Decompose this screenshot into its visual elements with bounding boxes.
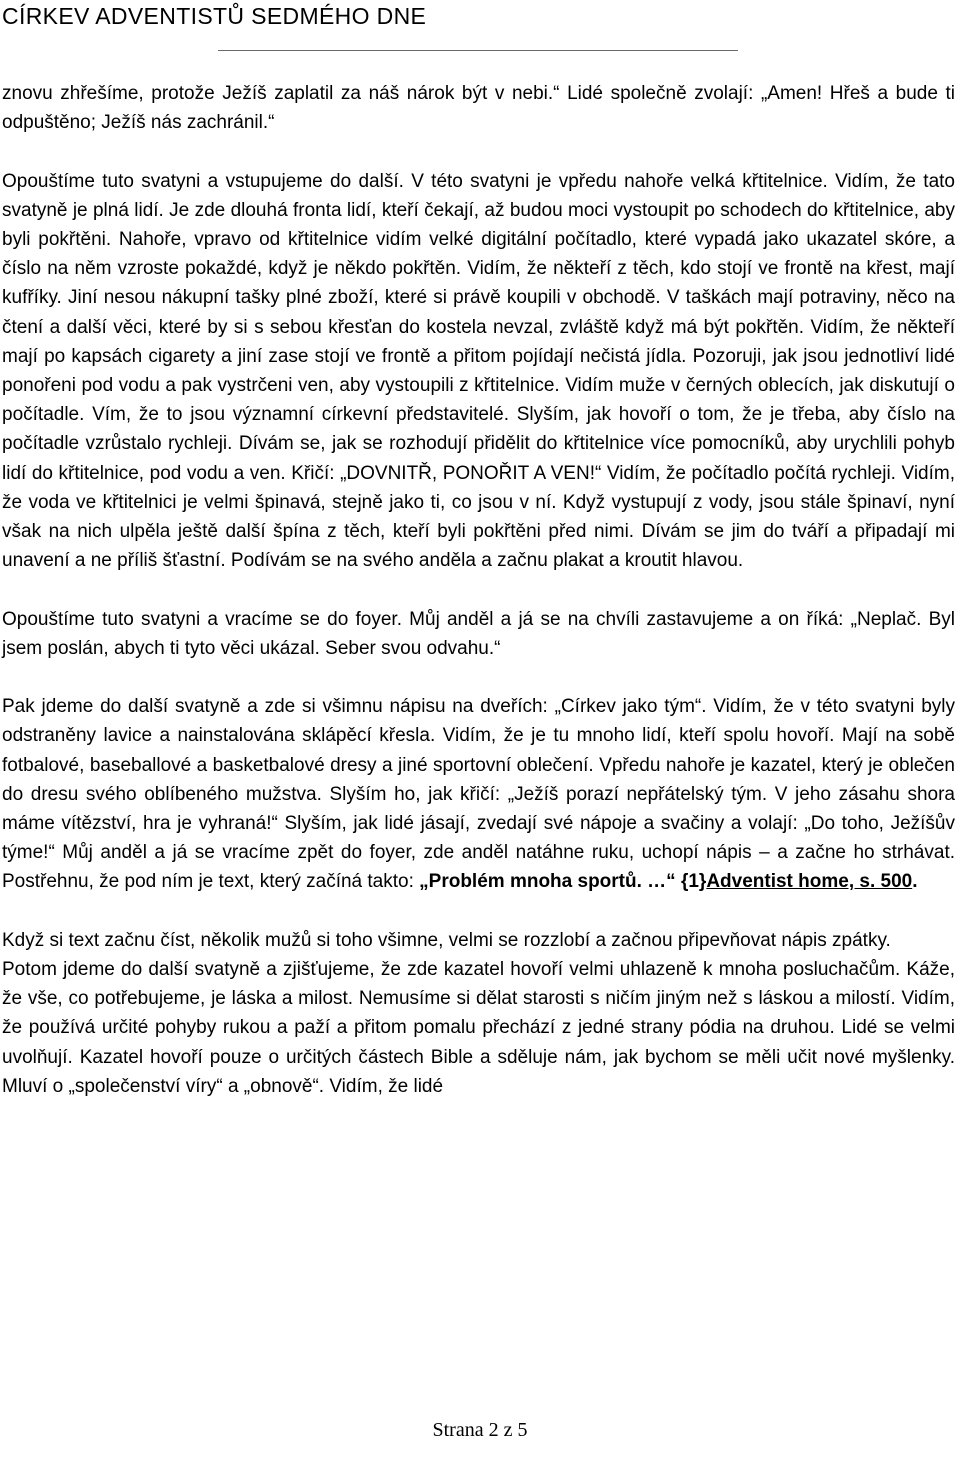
page-number: Strana 2 z 5 bbox=[432, 1419, 528, 1441]
paragraph-4 bbox=[2, 692, 955, 896]
page-header-title: CÍRKEV ADVENTISTŮ SEDMÉHO DNE bbox=[2, 3, 427, 29]
document-body bbox=[2, 79, 955, 1101]
paragraph-6: Potom jdeme do další svatyně a zjišťujeme, že zde kazatel hovoří velmi uhlazeně k mnoha posluchačům. Káže, že vše, co potřebujeme, je láska a milost. Nemusíme si dělat starosti s ničím jiným než s láskou a milostí. Vidím, že používá určité pohyby rukou a paží a přitom pomalu přechází z jedné strany pódia na druhou. Lidé se velmi uvolňují. Kazatel hovoří pouze o určitých částech Bible a sděluje nám, jak bychom se měli učit nové myšlenky. Mluví o „společenství víry“ a „obnově“. Vidím, že lidé bbox=[2, 959, 955, 1097]
paragraph-3: Opouštíme tuto svatyni a vracíme se do foyer. Můj anděl a já se na chvíli zastavujeme a on říká: „Neplač. Byl jsem poslán, abych ti tyto věci ukázal. Seber svou odvahu.“ bbox=[2, 608, 955, 659]
source-reference: Adventist home, s. 500 bbox=[706, 871, 913, 893]
paragraph-1: znovu zhřešíme, protože Ježíš zaplatil za náš nárok být v nebi.“ Lidé společně zvolají: „Amen! Hřeš a bude ti odpuštěno; Ježíš nás zachránil.“ bbox=[2, 83, 955, 134]
quote-bold: „Problém mnoha sportů. …“ {1} bbox=[419, 871, 707, 893]
paragraph-5: Když si text začnu číst, několik mužů si toho všimne, velmi se rozzlobí a začnou připevňovat nápis zpátky. bbox=[2, 929, 891, 951]
reference-period: . bbox=[912, 871, 918, 893]
paragraph-2: Opouštíme tuto svatyni a vstupujeme do další. V této svatyni je vpředu nahoře velká křtitelnice. Vidím, že tato svatyně je plná lidí. Je zde dlouhá fronta lidí, kteří čekají, až budou moci vystoupit po schodech do křtitelnice, aby byli pokřtěni. Nahoře, vpravo od křtitelnice vidím velké digitální počítadlo, které vypadá jako ukazatel skóre, a číslo na něm vzroste pokaždé, když je někdo pokřtěn. Vidím, že někteří z těch, kdo stojí ve frontě na křest, mají kufříky. Jiní nesou nákupní tašky plné zboží, které si právě koupili v obchodě. V taškách mají potraviny, něco na čtení a další věci, které by si s sebou křesťan do kostela nevzal, zvláště když má být pokřtěn. Vidím, že někteří mají po kapsách cigarety a jiní zase stojí ve frontě a přitom pojídají nečistá jídla. Pozoruji, jak jsou jednotliví lidé ponořeni pod vodu a pak vystrčeni ven, aby vystoupili z křtitelnice. Vidím muže v černých oblecích, jak diskutují o počítadle. Vím, že to jsou významní církevní představitelé. Slyším, jak hovoří o tom, že je třeba, aby číslo na počítadle vzrůstalo rychleji. Dívám se, jak se rozhodují přidělit do křtitelnice více pomocníků, aby urychlili pohyb lidí do křtitelnice, pod vodu a ven. Křičí: „DOVNITŘ, PONOŘIT A VEN!“ Vidím, že počítadlo počítá rychleji. Vidím, že voda ve křtitelnici je velmi špinavá, stejně jako ti, co jsou v ní. Když vystupují z vody, jsou stále špinaví, nyní však na nich ulpěla ještě další špína z těch, kteří byli pokřtěni před nimi. Dívám se jim do tváří a připadají mi unavení a ne příliš šťastní. Podívám se na svého anděla a začnu plakat a kroutit hlavou. bbox=[2, 170, 955, 572]
paragraph-4-text: Pak jdeme do další svatyně a zde si všimnu nápisu na dveřích: „Církev jako tým“. Vidím, že v této svatyni byly odstraněny lavice a nainstalována sklápěcí křesla. Vidím, že je tu mnoho lidí, kteří spolu hovoří. Mají na sobě fotbalové, baseballové a basketbalové dresy a jiné sportovní oblečení. Vpředu nahoře je kazatel, který je oblečen do dresu svého oblíbeného mužstva. Slyším ho, jak křičí: „Ježíš porazí nepřátelský tým. V jeho zásahu shora máme vítězství, hra je vyhraná!“ Slyším, jak lidé jásají, zvedají své nápoje a svačiny a volají: „Do toho, Ježíšův týme!“ Můj anděl a já se vracíme zpět do foyer, zde anděl natáhne ruku, uchopí nápis – a začne ho strhávat. Postřehnu, že pod ním je text, který začíná takto: bbox=[2, 696, 955, 893]
header-divider bbox=[218, 50, 738, 51]
